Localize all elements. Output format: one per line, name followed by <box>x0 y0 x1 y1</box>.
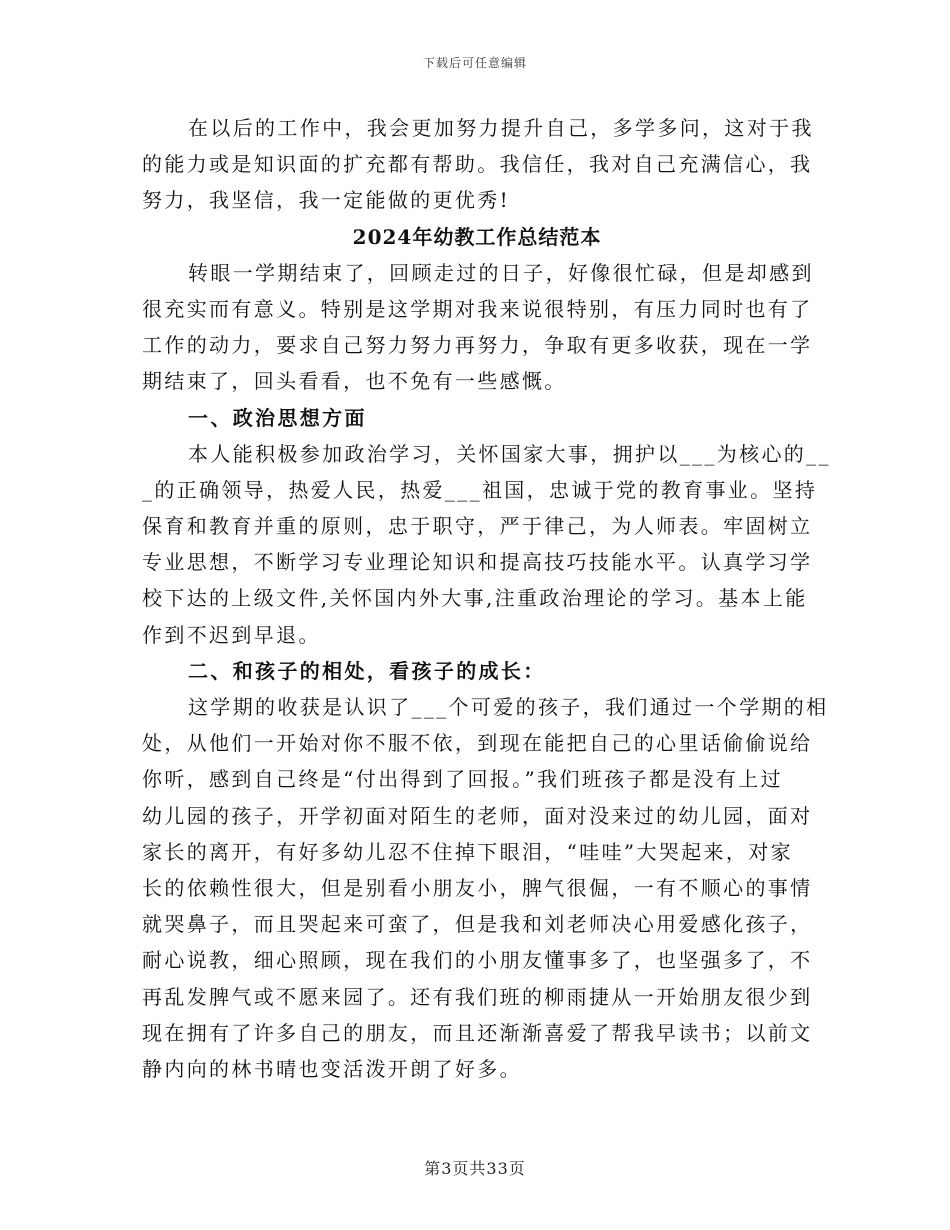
paragraph-line: 长的依赖性很大，但是别看小朋友小，脾气很倔，一有不顺心的事情 <box>142 875 813 900</box>
paragraph-line: 现在拥有了许多自己的朋友，而且还渐渐喜爱了帮我早读书；以前文 <box>142 1020 813 1045</box>
paragraph-line: 期结束了，回头看看，也不免有一些感慨。 <box>142 369 567 394</box>
paragraph-line: 工作的动力，要求自己努力努力再努力，争取有更多收获，现在一学 <box>142 333 813 358</box>
paragraph-line: 耐心说教，细心照顾，现在我们的小朋友懂事多了，也坚强多了，不 <box>142 948 813 973</box>
paragraph-line: 就哭鼻子，而且哭起来可蛮了，但是我和刘老师决心用爱感化孩子， <box>142 912 813 937</box>
paragraph-line: 家长的离开，有好多幼儿忍不住掉下眼泪，“哇哇”大哭起来，对家 <box>142 839 793 864</box>
paragraph-line: 努力，我坚信，我一定能做的更优秀! <box>142 188 510 213</box>
paragraph-line: 保育和教育并重的原则，忠于职守，严于律己，为人师表。牢固树立 <box>142 514 813 539</box>
paragraph-line: 的能力或是知识面的扩充都有帮助。我信任，我对自己充满信心，我 <box>142 152 813 177</box>
paragraph-line: 幼儿园的孩子，开学初面对陌生的老师，面对没来过的幼儿园，面对 <box>142 803 813 828</box>
page-number-footer: 第3页共33页 <box>424 1159 526 1178</box>
paragraph-line: 很充实而有意义。特别是这学期对我来说很特别，有压力同时也有了 <box>142 296 813 321</box>
page-header-note: 下载后可任意编辑 <box>422 56 527 70</box>
paragraph-line: 校下达的上级文件,关怀国内外大事,注重政治理论的学习。基本上能 <box>142 586 808 611</box>
paragraph-line: 再乱发脾气或不愿来园了。还有我们班的柳雨捷从一开始朋友很少到 <box>142 984 813 1009</box>
paragraph-first-line: 转眼一学期结束了，回顾走过的日子，好像很忙碌，但是却感到 <box>188 260 814 285</box>
paragraph-line: 静内向的林书晴也变活泼开朗了好多。 <box>142 1056 522 1081</box>
paragraph-line: _的正确领导，热爱人民，热爱___祖国，忠诚于党的教育事业。坚持 <box>142 477 818 502</box>
paragraph-line: 专业思想，不断学习专业理论知识和提高技巧技能水平。认真学习学 <box>142 550 813 575</box>
paragraph-line: 处，从他们一开始对你不服不依，到现在能把自己的心里话偷偷说给 <box>142 731 813 756</box>
paragraph-first-line: 这学期的收获是认识了___个可爱的孩子，我们通过一个学期的相 <box>188 695 829 719</box>
section-heading: 一、政治思想方面 <box>188 405 367 430</box>
section-heading: 二、和孩子的相处，看孩子的成长： <box>188 658 546 683</box>
paragraph-first-line: 本人能积极参加政治学习，关怀国家大事，拥护以___为核心的__ <box>188 441 831 466</box>
paragraph-line: 你听，感到自己终是“付出得到了回报。”我们班孩子都是没有上过 <box>142 767 783 792</box>
document-title: 2024年幼教工作总结范本 <box>352 224 602 249</box>
document-body <box>142 110 831 1087</box>
paragraph-line: 作到不迟到早退。 <box>142 622 321 647</box>
paragraph-first-line: 在以后的工作中，我会更加努力提升自己，多学多问，这对于我 <box>188 116 814 140</box>
